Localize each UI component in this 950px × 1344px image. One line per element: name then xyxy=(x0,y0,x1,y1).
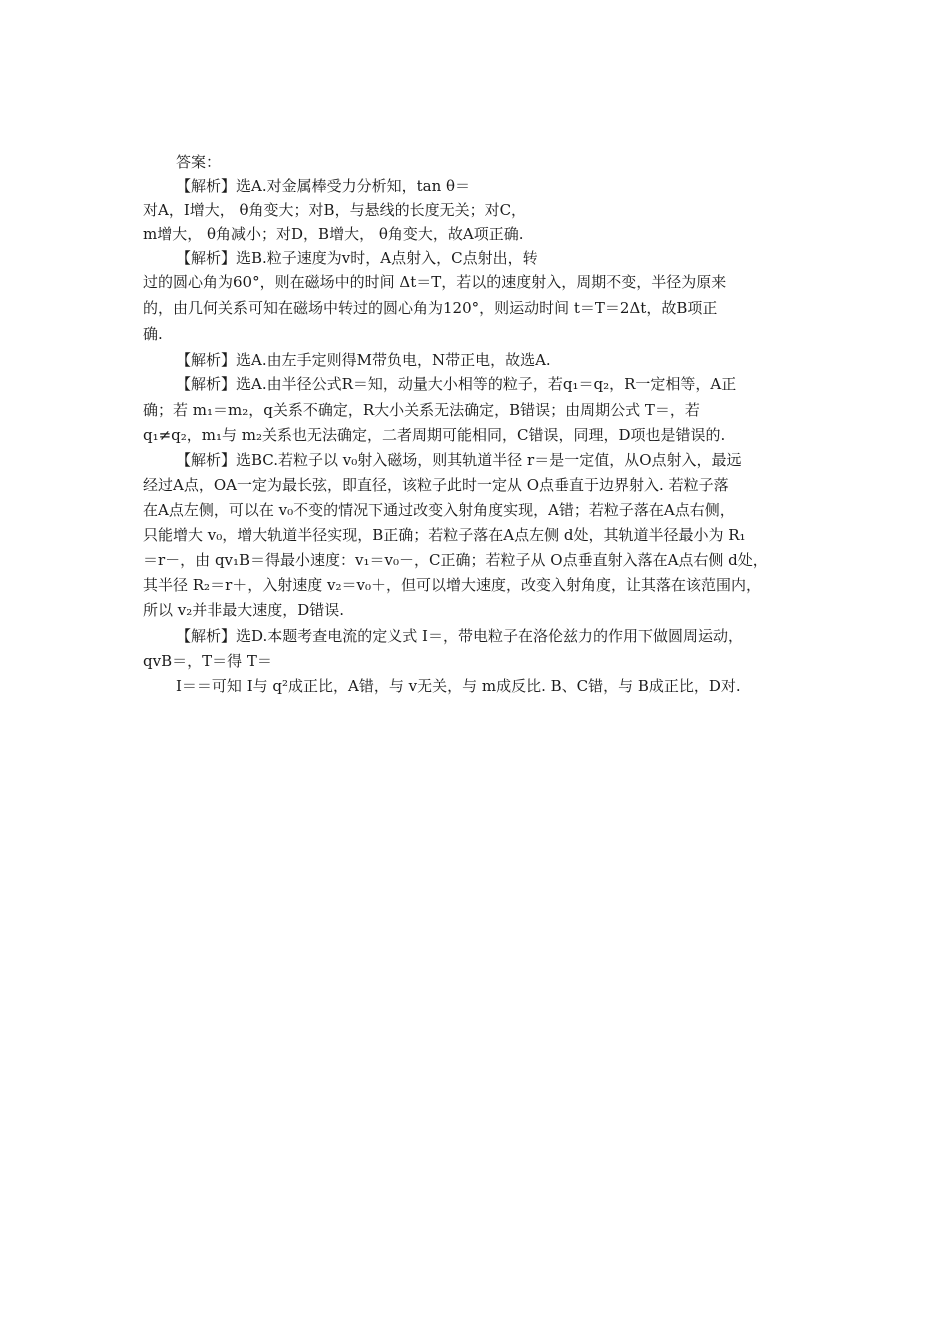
solution-1-line-2: 对A，I增大， θ角变大；对B，与悬线的长度无关；对C， xyxy=(143,201,527,219)
solution-6-line-3: I＝＝可知 I与 q²成正比，A错，与 v无关，与 m成反比. B、C错，与 B成正比，D对. xyxy=(176,677,741,695)
solution-1-line-3: m增大， θ角减小；对D，B增大， θ角变大，故A项正确. xyxy=(143,225,524,243)
solution-4-line-3: q₁≠q₂，m₁与 m₂关系也无法确定，二者周期可能相同，C错误，同理，D项也是错误的. xyxy=(143,426,726,444)
solution-4-line-2: 确；若 m₁＝m₂，q关系不确定，R大小关系无法确定，B错误；由周期公式 T＝，若 xyxy=(143,401,700,419)
solution-5-line-7: 所以 v₂并非最大速度，D错误. xyxy=(143,601,345,619)
solution-5-line-4: 只能增大 v₀，增大轨道半径实现，B正确；若粒子落在A点左侧 d处，其轨道半径最小为 R₁ xyxy=(143,526,746,544)
solution-3-line-1: 【解析】选A.由左手定则得M带负电，N带正电，故选A. xyxy=(176,351,551,369)
solution-6-line-2: qvB＝，T＝得 T＝ xyxy=(143,652,272,670)
solution-6-line-1: 【解析】选D.本题考查电流的定义式 I＝，带电粒子在洛伦兹力的作用下做圆周运动， xyxy=(176,627,743,645)
solution-1-line-1: 【解析】选A.对金属棒受力分析知，tan θ＝ xyxy=(176,177,471,195)
solution-5-line-1: 【解析】选BC.若粒子以 v₀射入磁场，则其轨道半径 r＝是一定值，从O点射入，最远 xyxy=(176,451,742,469)
solution-2-line-2: 过的圆心角为60°，则在磁场中的时间 Δt＝T，若以的速度射入，周期不变，半径为原来 xyxy=(143,273,727,291)
solution-2-line-1: 【解析】选B.粒子速度为v时，A点射入，C点射出，转 xyxy=(176,249,538,267)
solution-2-line-4: 确. xyxy=(143,325,163,343)
solution-4-line-1: 【解析】选A.由半径公式R＝知，动量大小相等的粒子，若q₁＝q₂，R一定相等，A正 xyxy=(176,375,737,393)
solution-5-line-2: 经过A点，OA一定为最长弦，即直径，该粒子此时一定从 O点垂直于边界射入. 若粒子落 xyxy=(143,476,729,494)
answer-heading: 答案： xyxy=(176,153,222,171)
solution-5-line-5: ＝r－，由 qv₁B＝得最小速度：v₁＝v₀－，C正确；若粒子从 O点垂直射入落在A点右侧 d处， xyxy=(143,551,768,569)
solution-5-line-3: 在A点左侧，可以在 v₀不变的情况下通过改变入射角度实现，A错；若粒子落在A点右侧， xyxy=(143,501,735,519)
solution-5-line-6: 其半径 R₂＝r＋，入射速度 v₂＝v₀＋，但可以增大速度，改变入射角度，让其落在该范围内， xyxy=(143,576,761,594)
solution-2-line-3: 的，由几何关系可知在磁场中转过的圆心角为120°，则运动时间 t＝T＝2Δt，故B项正 xyxy=(143,299,718,317)
